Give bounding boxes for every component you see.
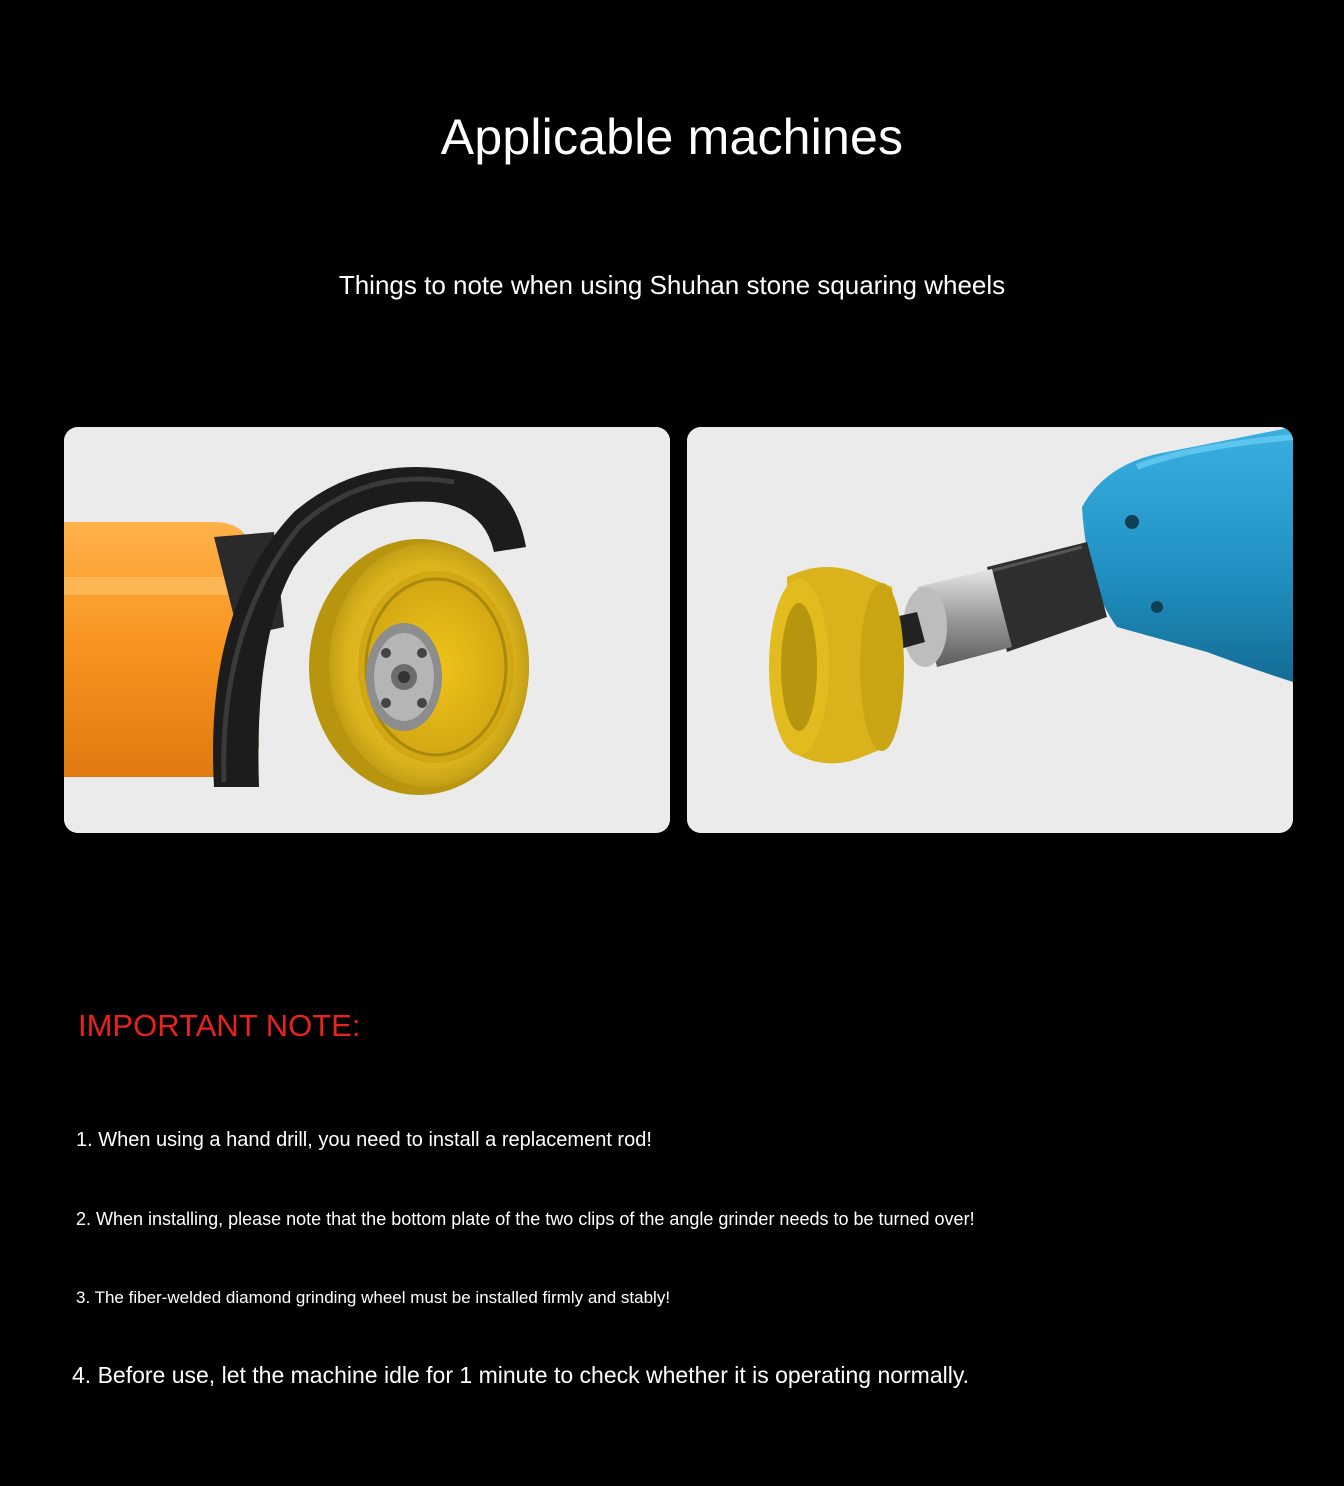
angle-grinder-illustration xyxy=(64,427,670,833)
page-title: Applicable machines xyxy=(440,109,904,165)
electric-drill-illustration xyxy=(687,427,1293,833)
note-item: 2. When installing, please note that the bottom plate of the two clips of the angle grinder needs to be turned over! xyxy=(76,1209,975,1229)
important-note-heading: IMPORTANT NOTE: xyxy=(78,1008,361,1043)
note-item: 4. Before use, let the machine idle for 1 minute to check whether it is operating normally. xyxy=(72,1362,970,1388)
page-subtitle: Things to note when using Shuhan stone squaring wheels xyxy=(338,270,1006,300)
electric-drill-photo xyxy=(687,427,1293,833)
note-item: 3. The fiber-welded diamond grinding wheel must be installed firmly and stably! xyxy=(76,1288,671,1307)
note-item: 1. When using a hand drill, you need to install a replacement rod! xyxy=(76,1129,652,1151)
angle-grinder-photo xyxy=(64,427,670,833)
